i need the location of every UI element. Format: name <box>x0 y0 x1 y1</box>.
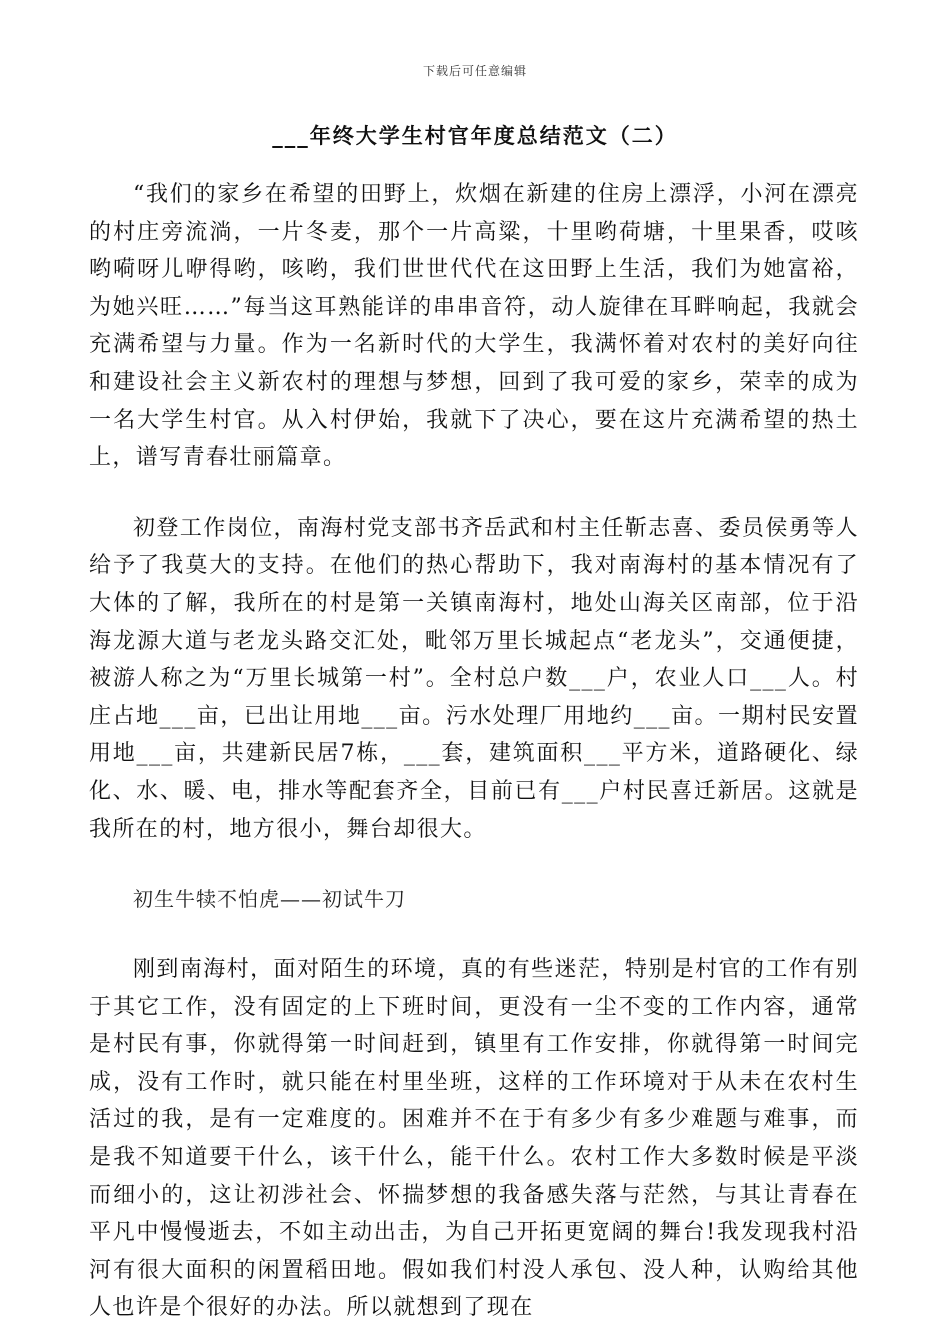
paragraph-village-overview: 初登工作岗位，南海村党支部书齐岳武和村主任靳志喜、委员侯勇等人给予了我莫大的支持。在他们的热心帮助下，我对南海村的基本情况有了大体的了解，我所在的村是第一关镇南海村，地处山海关区南部，位于沿海龙源大道与老龙头路交汇处，毗邻万里长城起点“老龙头”，交通便捷，被游人称之为“万里长城第一村”。全村总户数___户，农业人口___人。村庄占地___亩，已出让用地___亩。污水处理厂用地约___亩。一期村民安置用地___亩，共建新民居7栋，___套，建筑面积___平方米，道路硬化、绿化、水、暖、电，排水等配套齐全，目前已有___户村民喜迁新居。这就是我所在的村，地方很小，舞台却很大。 <box>89 515 859 842</box>
section-subheading: 初生牛犊不怕虎——初试牛刀 <box>133 887 406 912</box>
paragraph-gap <box>89 918 859 951</box>
document-body <box>89 176 859 1327</box>
header-note: 下载后可任意编辑 <box>422 64 527 78</box>
paragraph-gap <box>89 477 859 510</box>
document-title: ___年终大学生村官年度总结范文（二） <box>272 123 678 148</box>
paragraph-first-work: 刚到南海村，面对陌生的环境，真的有些迷茫，特别是村官的工作有别于其它工作，没有固定的上下班时间，更没有一尘不变的工作内容，通常是村民有事，你就得第一时间赶到，镇里有工作安排，你就得第一时间完成，没有工作时，就只能在村里坐班，这样的工作环境对于从未在农村生活过的我，是有一定难度的。困难并不在于有多少有多少难题与难事，而是我不知道要干什么，该干什么，能干什么。农村工作大多数时候是平淡而细小的，这让初涉社会、怀揣梦想的我备感失落与茫然，与其让青春在平凡中慢慢逝去，不如主动出击，为自己开拓更宽阔的舞台!我发现我村沿河有很大面积的闲置稻田地。假如我们村没人承包、没人种，认购给其他人也许是个很好的办法。所以就想到了现在 <box>89 957 859 1321</box>
paragraph-intro: “我们的家乡在希望的田野上，炊烟在新建的住房上漂浮，小河在漂亮的村庄旁流淌，一片冬麦，那个一片高粱，十里哟荷塘，十里果香，哎咳哟嗬呀儿咿得哟，咳哟，我们世世代代在这田野上生活，我们为她富裕，为她兴旺……”每当这耳熟能详的串串音符，动人旋律在耳畔响起，我就会充满希望与力量。作为一名新时代的大学生，我满怀着对农村的美好向往和建设社会主义新农村的理想与梦想，回到了我可爱的家乡，荣幸的成为一名大学生村官。从入村伊始，我就下了决心，要在这片充满希望的热土上，谱写青春壮丽篇章。 <box>89 182 859 471</box>
paragraph-gap <box>89 848 859 881</box>
